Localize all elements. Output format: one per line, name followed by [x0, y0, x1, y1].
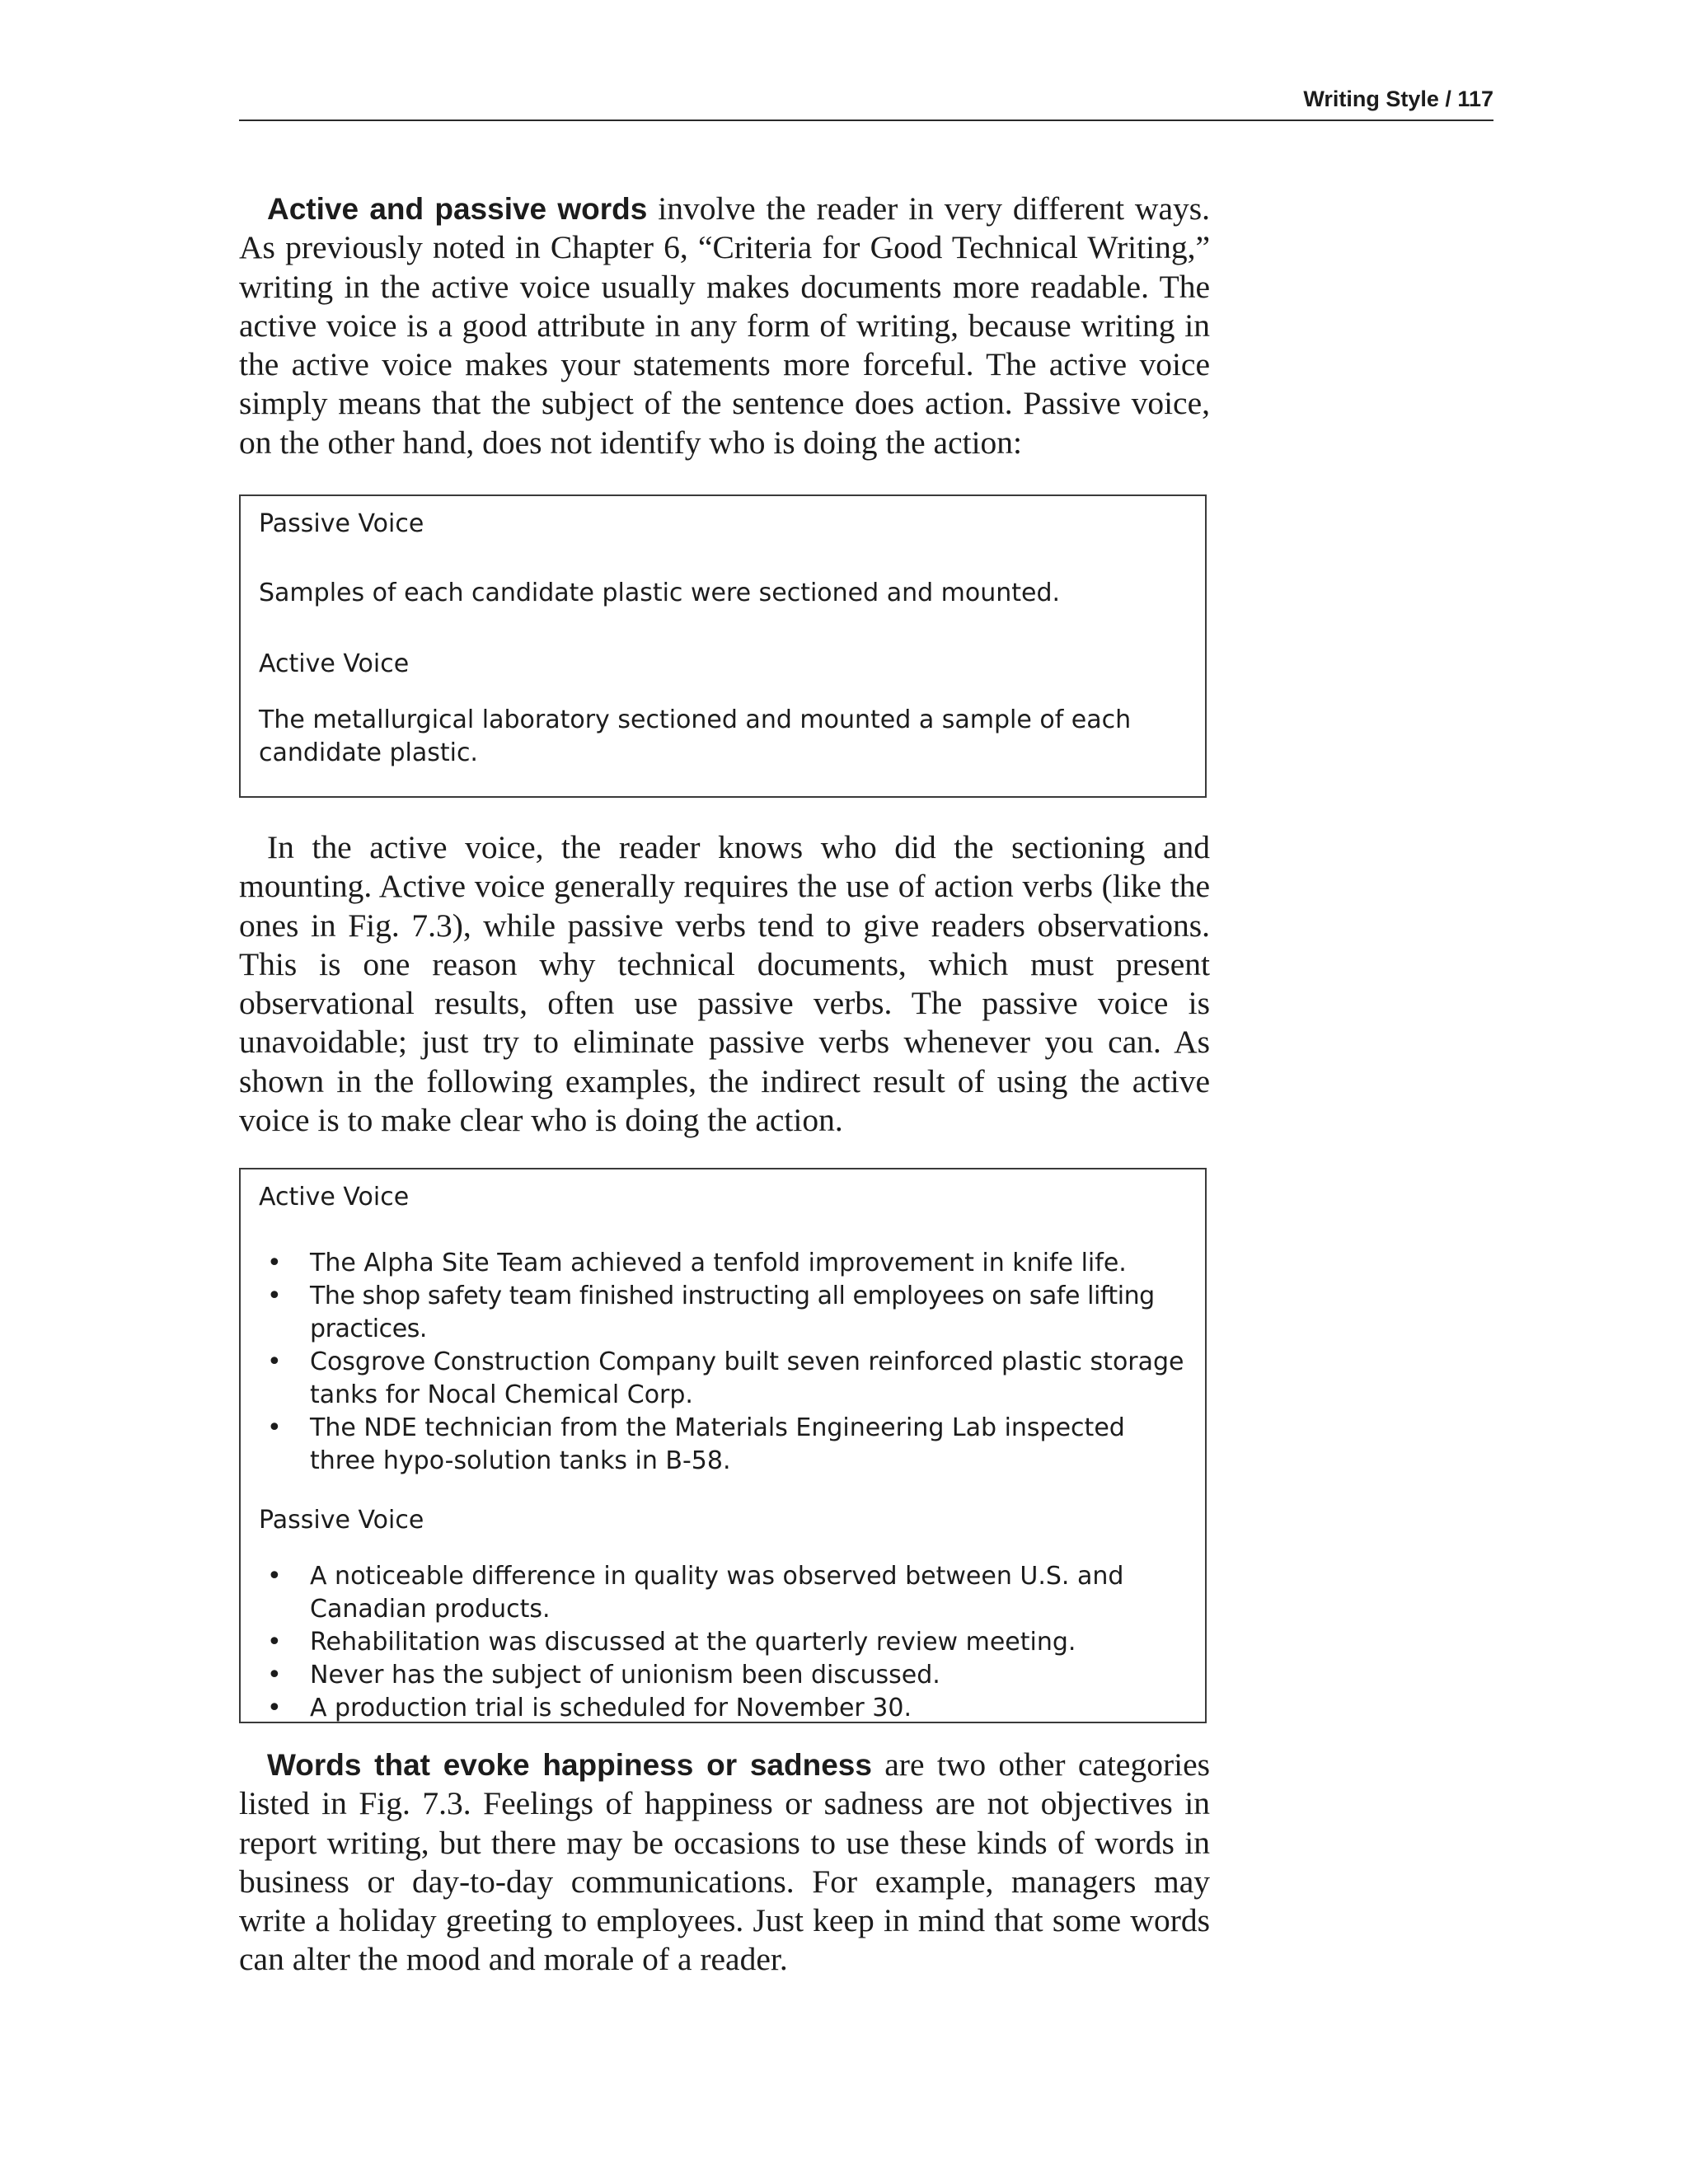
paragraph-lead-happiness-sadness: Words that evoke happiness or sadness [267, 1748, 872, 1782]
list-item-text: The shop safety team finished instructing all employees on safe lifting practices. [310, 1282, 1155, 1343]
box-heading-passive: Passive Voice [259, 509, 424, 538]
passive-examples-list [259, 1560, 1187, 1725]
box-heading-passive: Passive Voice [259, 1506, 424, 1535]
list-item [259, 1280, 1187, 1346]
bullet: • [267, 1694, 282, 1722]
paragraph-happiness-sadness [239, 1746, 1210, 1980]
bullet: • [267, 1413, 282, 1442]
bullet: • [267, 1282, 282, 1310]
paragraph-active-voice [239, 828, 1210, 1140]
box-example-passive: Samples of each candidate plastic were sectioned and mounted. [259, 579, 1061, 607]
bullet: • [267, 1661, 282, 1690]
bullet: • [267, 1249, 282, 1277]
header-rule [239, 120, 1493, 121]
list-item [259, 1346, 1187, 1412]
active-examples-list [259, 1247, 1187, 1478]
list-item [259, 1247, 1187, 1280]
list-item [259, 1692, 1187, 1725]
paragraph-active-passive [239, 190, 1210, 462]
list-item-text: A noticeable difference in quality was observed between U.S. and Canadian products. [310, 1562, 1124, 1624]
list-item [259, 1659, 1187, 1692]
box-heading-active: Active Voice [259, 1183, 410, 1212]
list-item-text: Never has the subject of unionism been discussed. [310, 1661, 940, 1690]
example-box-2 [239, 1168, 1207, 1723]
bullet: • [267, 1347, 282, 1376]
paragraph-body: In the active voice, the reader knows who did the sectioning and mounting. Active voice generally requires the use of action verbs (like the ones in Fig. 7.3), while passive verbs tend to give readers observations. This is one reason why technical documents, which must present observational results, often use passive verbs. The passive voice is unavoidable; just try to eliminate passive verbs whenever you can. As shown in the following examples, the indirect result of using the active voice is to make clear who is doing the action. [239, 829, 1210, 1139]
paragraph-body: involve the reader in very different ways. As previously noted in Chapter 6, “Criteria for Good Technical Writing,” writing in the active voice usually makes documents more readable. The active voice is a good attribute in any form of writing, because writing in the active voice makes your statements more forceful. The active voice simply means that the subject of the sentence does action. Passive voice, on the other hand, does not identify who is doing the action: [239, 190, 1210, 461]
box-example-active: The metallurgical laboratory sectioned and mounted a sample of each candidate plastic. [259, 705, 1132, 767]
list-item-text: The Alpha Site Team achieved a tenfold improvement in knife life. [310, 1249, 1127, 1277]
list-item [259, 1626, 1187, 1659]
list-item-text: Rehabilitation was discussed at the quarterly review meeting. [310, 1628, 1076, 1657]
list-item [259, 1560, 1187, 1626]
bullet: • [267, 1628, 282, 1657]
list-item-text: The NDE technician from the Materials Engineering Lab inspected three hypo-solution tanks in B-58. [310, 1413, 1125, 1475]
bullet: • [267, 1562, 282, 1591]
running-head: Writing Style / 117 [1303, 87, 1493, 111]
box-heading-active: Active Voice [259, 649, 410, 678]
paragraph-body: are two other categories listed in Fig. 7.3. Feelings of happiness or sadness are not objectives in report writing, but there may be occasions to use these kinds of words in business or day-to-day communications. For example, managers may write a holiday greeting to employees. Just keep in mind that some words can alter the mood and morale of a reader. [239, 1746, 1210, 1978]
list-item-text: A production trial is scheduled for November 30. [310, 1694, 912, 1722]
example-box-1 [239, 494, 1207, 798]
list-item [259, 1412, 1187, 1478]
paragraph-lead-active-passive: Active and passive words [267, 192, 648, 226]
list-item-text: Cosgrove Construction Company built seven reinforced plastic storage tanks for Nocal Chemical Corp. [310, 1347, 1184, 1409]
